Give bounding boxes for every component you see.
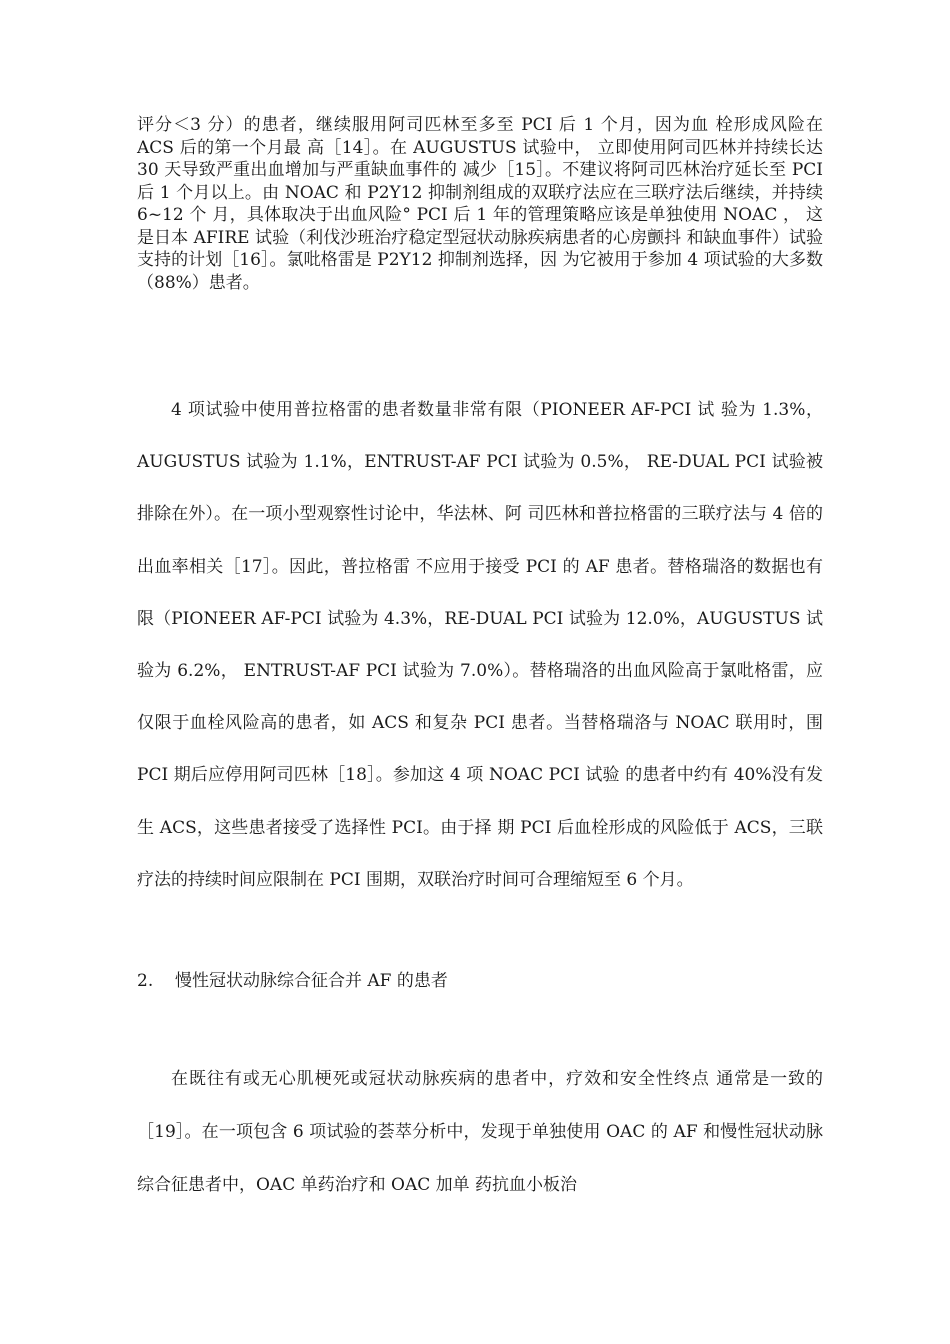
section-heading: [137, 968, 823, 994]
paragraph-aspirin-duration: 评分＜3 分）的患者，继续服用阿司匹林至多至 PCI 后 1 个月，因为血 栓形成风险在 ACS 后的第一个月最 高［14］。在 AUGUSTUS 试验中， 立即使用阿司匹林并持续长达 30 天导致严重出血增加与严重缺血事件的 减少［15］。不建议将阿司匹林治疗延长至 PCI 后 1 个月以上。由 NOAC 和 P2Y12 抑制剂组成的双联疗法应在三联疗法后继续，并持续 6~12 个 月，具体取决于出血风险° PCI 后 1 年的管理策略应该是单独使用 NOAC ， 这是日本 AFIRE 试验（利伐沙班治疗稳定型冠状动脉疾病患者的心房颤抖 和缺血事件）试验支持的计划［16］。氯吡格雷是 P2Y12 抑制剂选择，因 为它被用于参加 4 项试验的大多数（88%）患者。: [137, 115, 823, 293]
section-number: 2.: [137, 971, 154, 991]
paragraph-chronic-coronary: 在既往有或无心肌梗死或冠状动脉疾病的患者中，疗效和安全性终点 通常是一致的［19］。在一项包含 6 项试验的荟萃分析中，发现于单独使用 OAC 的 AF 和慢性冠状动脉综合征患者中，OAC 单药治疗和 OAC 加单 药抗血小板治: [137, 1069, 823, 1195]
section-title: 慢性冠状动脉综合征合并 AF 的患者: [175, 971, 448, 991]
paragraph-prasugrel-ticagrelor: 4 项试验中使用普拉格雷的患者数量非常有限（PIONEER AF-PCI 试 验为 1.3%，AUGUSTUS 试验为 1.1%，ENTRUST-AF PCI 试验为 0.5%， RE-DUAL PCI 试验被排除在外）。在一项小型观察性讨论中，华法林、阿 司匹林和普拉格雷的三联疗法与 4 倍的出血率相关［17］。因此，普拉格雷 不应用于接受 PCI 的 AF 患者。替格瑞洛的数据也有限（PIONEER AF-PCI 试验为 4.3%，RE-DUAL PCI 试验为 12.0%，AUGUSTUS 试验为 6.2%， ENTRUST-AF PCI 试验为 7.0%）。替格瑞洛的出血风险高于氯吡格雷，应 仅限于血栓风险高的患者，如 ACS 和复杂 PCI 患者。当替格瑞洛与 NOAC 联用时，围 PCI 期后应停用阿司匹林［18］。参加这 4 项 NOAC PCI 试验 的患者中约有 40%没有发生 ACS，这些患者接受了选择性 PCI。由于择 期 PCI 后血栓形成的风险低于 ACS，三联疗法的持续时间应限制在 PCI 围期，双联治疗时间可合理缩短至 6 个月。: [137, 400, 823, 890]
